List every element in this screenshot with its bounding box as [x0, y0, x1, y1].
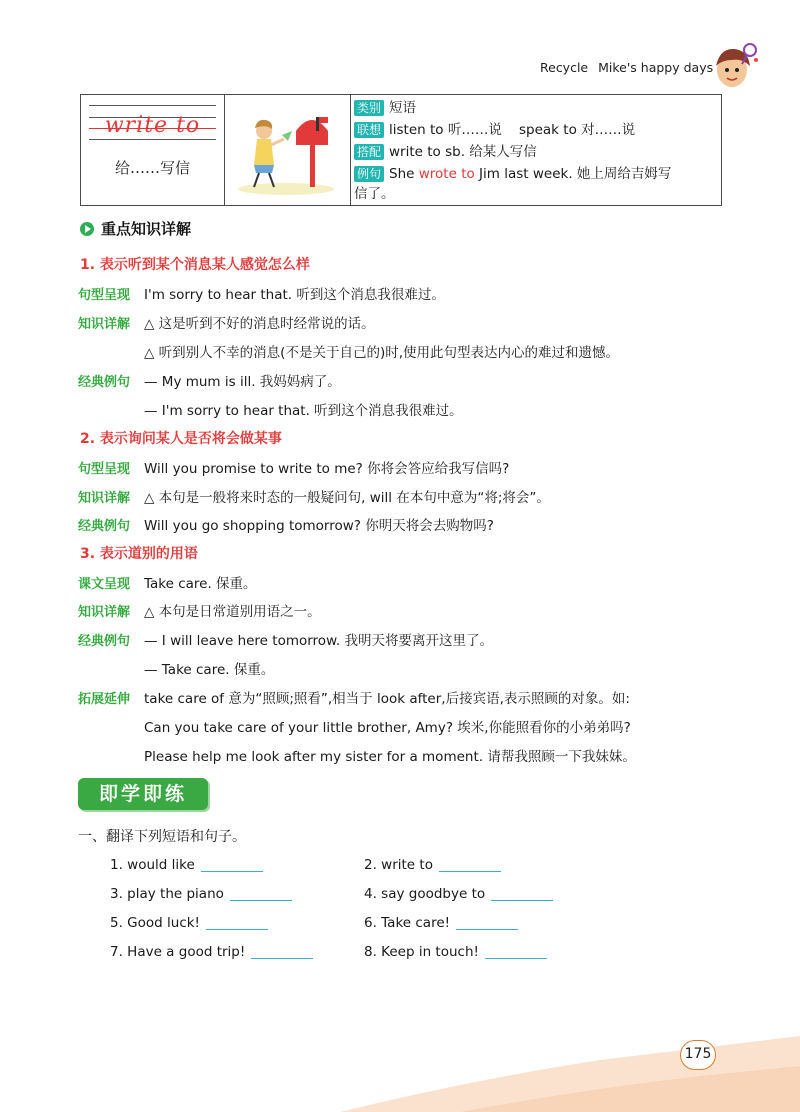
answer-blank[interactable] — [230, 900, 292, 901]
highlight-phrase: wrote to — [418, 166, 475, 182]
vocab-row-association: 联想 listen to 听……说 speak to 对……说 — [354, 120, 715, 140]
practice-badge: 即学即练 — [78, 778, 208, 810]
play-circle-icon — [80, 222, 94, 236]
girl-mailbox-illustration — [224, 95, 350, 205]
answer-blank[interactable] — [201, 871, 263, 872]
point-title: 1. 表示听到某个消息某人感觉怎么样 — [80, 257, 310, 273]
vocab-row-example: 例句 She wrote to Jim last week. 她上周给吉姆写 — [354, 164, 715, 184]
running-header — [540, 60, 713, 75]
exercise-item: 6. Take care! — [364, 915, 518, 931]
detail-line: △ 听到别人不幸的消息(不是关于自己的)时,使用此句型表达内心的难过和遗憾。 — [144, 345, 619, 361]
exercise-question: 一、翻译下列短语和句子。 — [78, 829, 246, 845]
exercise-item: 7. Have a good trip! — [110, 944, 313, 960]
exercise-item: 8. Keep in touch! — [364, 944, 547, 960]
tag-category: 类别 — [354, 100, 384, 116]
extend-line: Please help me look after my sister for a moment. 请帮我照顾一下我妹妹。 — [144, 749, 636, 765]
vocab-card — [80, 94, 722, 206]
vocab-word: write to — [104, 113, 201, 138]
vocab-row-collocation: 搭配 write to sb. 给某人写信 — [354, 142, 715, 162]
example-line: — Take care. 保重。 — [144, 662, 275, 678]
footer-wave-decoration — [0, 1020, 800, 1112]
vocab-meaning: 给……写信 — [114, 159, 190, 177]
vocab-row-example-cont: 信了。 — [354, 186, 395, 202]
girl-mascot-icon — [712, 40, 762, 92]
answer-blank[interactable] — [251, 958, 313, 959]
answer-blank[interactable] — [491, 900, 553, 901]
tag-association: 联想 — [354, 122, 384, 138]
pattern-line: 课文呈现 Take care. 保重。 — [78, 576, 257, 592]
vocab-info-cell — [350, 95, 721, 205]
exercise-item: 2. write to — [364, 857, 501, 873]
exercise-item: 4. say goodbye to — [364, 886, 553, 902]
guide-line — [89, 139, 216, 140]
unit-name: Recycle — [540, 60, 589, 75]
exercise-item: 5. Good luck! — [110, 915, 268, 931]
detail-line: 知识详解 △ 这是听到不好的消息时经常说的话。 — [78, 316, 375, 332]
answer-blank[interactable] — [206, 929, 268, 930]
vocab-word-cell — [81, 95, 225, 205]
answer-blank[interactable] — [456, 929, 518, 930]
answer-blank[interactable] — [439, 871, 501, 872]
exercise-item: 3. play the piano — [110, 886, 292, 902]
section-title: 重点知识详解 — [80, 218, 191, 239]
guide-line — [89, 105, 216, 106]
pattern-line: 句型呈现 Will you promise to write to me? 你将会答应给我写信吗? — [78, 461, 510, 477]
detail-line: 知识详解 △ 本句是日常道别用语之一。 — [78, 604, 321, 620]
example-line: 经典例句 — My mum is ill. 我妈妈病了。 — [78, 374, 341, 390]
vocab-illustration-cell — [224, 95, 351, 205]
pattern-line: 句型呈现 I'm sorry to hear that. 听到这个消息我很难过。 — [78, 287, 445, 303]
extend-line: Can you take care of your little brother, Amy? 埃米,你能照看你的小弟弟吗? — [144, 720, 631, 736]
vocab-row-category: 类别 短语 — [354, 98, 715, 118]
tag-example: 例句 — [354, 166, 384, 182]
tag-collocation: 搭配 — [354, 144, 384, 160]
exercise-item: 1. would like — [110, 857, 263, 873]
detail-line: 知识详解 △ 本句是一般将来时态的一般疑问句, will 在本句中意为“将;将会”。 — [78, 490, 550, 506]
unit-title: Mike's happy days — [598, 60, 714, 75]
extend-line: 拓展延伸 take care of 意为“照顾;照看”,相当于 look after,后接宾语,表示照顾的对象。如: — [78, 691, 630, 707]
example-line: 经典例句 Will you go shopping tomorrow? 你明天将会去购物吗? — [78, 518, 494, 534]
page-number: 175 — [680, 1040, 716, 1070]
example-line: 经典例句 — I will leave here tomorrow. 我明天将要离开这里了。 — [78, 633, 493, 649]
answer-blank[interactable] — [485, 958, 547, 959]
point-title: 3. 表示道别的用语 — [80, 546, 198, 562]
example-line: — I'm sorry to hear that. 听到这个消息我很难过。 — [144, 403, 463, 419]
point-title: 2. 表示询问某人是否将会做某事 — [80, 431, 282, 447]
